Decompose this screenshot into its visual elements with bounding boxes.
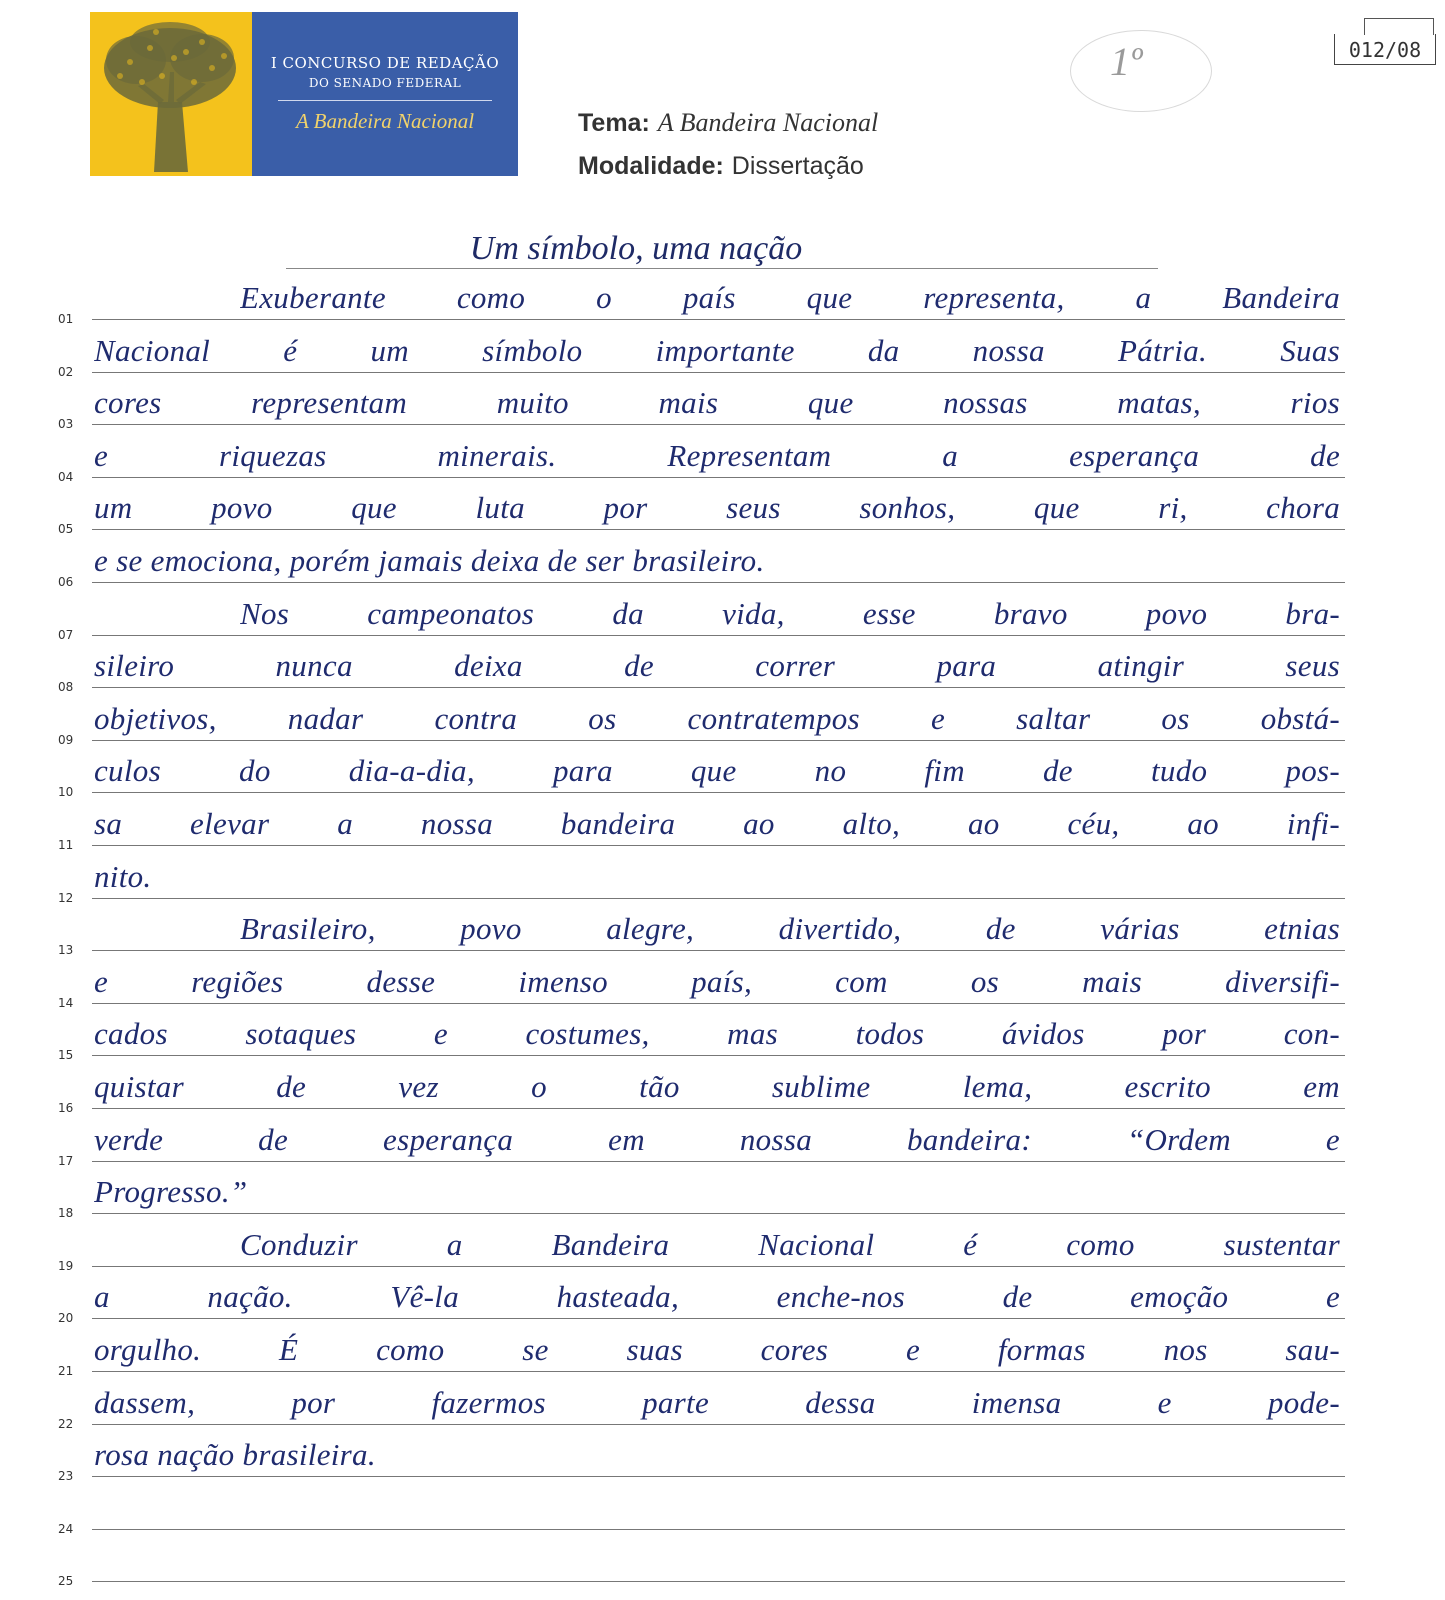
line-number: 11 [58,838,74,852]
line-text: Exuberante como o país que representa, a Bandeira [240,280,1340,315]
modalidade-label: Modalidade: [578,152,724,180]
essay-line [50,531,1350,589]
essay-line [50,689,1350,747]
contest-banner [90,12,518,176]
essay-line [50,1530,1350,1589]
line-number: 14 [58,995,74,1010]
essay-line [50,847,1350,905]
line-number: 20 [58,1311,74,1326]
line-text: e regiões desse imenso país, com os mais diversifi- [94,963,1340,999]
line-number: 13 [58,943,74,958]
pencil-mark: 1º [1110,39,1143,84]
essay-line [50,1110,1350,1168]
page-number-frame [1364,18,1434,35]
line-rule [92,1581,1345,1582]
essay-line [50,584,1350,642]
line-number: 15 [58,1048,74,1063]
essay-line [50,741,1350,800]
essay-line [50,1162,1350,1221]
line-text: Nos campeonatos da vida, esse bravo povo bra- [240,595,1340,631]
line-text: orgulho. É como se suas cores e formas nos sau- [94,1332,1340,1367]
line-text: rosa nação brasileira. [94,1437,376,1473]
essay-line [50,321,1350,379]
essay-line [50,1057,1350,1115]
tree-logo [90,12,252,176]
essay-line [50,1320,1350,1378]
essay-line [50,794,1350,852]
line-text: quistar de vez o tão sublime lema, escrito em [94,1069,1340,1104]
banner-line2: DO SENADO FEDERAL [308,76,462,90]
essay-line [50,426,1350,484]
essay-line [50,1478,1350,1536]
essay-line [50,373,1350,432]
line-number: 04 [58,469,74,484]
line-text: verde de esperança em nossa bandeira: “Ordem e [94,1121,1340,1157]
line-number: 08 [58,680,74,695]
line-text: sileiro nunca deixa de correr para atingir seus [94,648,1340,684]
essay-line [50,1267,1350,1326]
essay-line [50,899,1350,958]
line-number: 02 [58,364,74,379]
line-number: 24 [58,1521,74,1536]
essay-line [50,1425,1350,1484]
line-number: 01 [58,312,74,326]
banner-line1: I CONCURSO DE REDAÇÃO [270,54,500,72]
line-text: Brasileiro, povo alegre, divertido, de várias etnias [240,911,1340,947]
line-text: Conduzir a Bandeira Nacional é como sustentar [240,1226,1340,1262]
modalidade-value: Dissertação [731,152,864,180]
line-text: culos do dia-a-dia, para que no fim de tudo pos- [94,753,1340,789]
essay-line [50,952,1350,1010]
line-number: 09 [58,732,74,747]
essay-line [50,1004,1350,1063]
tema-row [578,108,878,138]
essay-title: Um símbolo, uma nação [469,230,803,267]
line-text: dassem, por fazermos parte dessa imensa e pode- [94,1384,1340,1420]
tree-icon [90,12,252,176]
line-number: 06 [58,575,74,589]
line-number: 12 [58,890,74,905]
line-number: 07 [58,627,74,642]
line-number: 23 [58,1469,74,1484]
line-text: e riquezas minerais. Representam a esperança de [94,437,1340,473]
modalidade-row [578,151,864,181]
banner-text [252,12,518,176]
essay-line [50,1373,1350,1431]
line-text: Nacional é um símbolo importante da nossa Pátria. Suas [94,332,1340,368]
line-number: 03 [58,417,74,432]
essay-line [50,478,1350,537]
line-text: um povo que luta por seus sonhos, que ri, chora [94,490,1340,526]
line-text: objetivos, nadar contra os contratempos e saltar os obstá- [94,700,1340,736]
line-text: a nação. Vê-la hasteada, enche-nos de emoção e [94,1279,1340,1315]
banner-theme: A Bandeira Nacional [295,109,475,133]
line-text: e se emociona, porém jamais deixa de ser brasileiro. [94,543,765,578]
essay-line [50,636,1350,695]
line-text: Progresso.” [94,1174,248,1210]
line-number: 25 [58,1574,74,1589]
banner-divider [278,100,492,101]
tema-value: A Bandeira Nacional [657,108,879,137]
line-text: cores representam muito mais que nossas matas, rios [94,385,1340,421]
page-number: 012/08 [1334,34,1436,65]
line-number: 10 [58,785,74,800]
essay-line [50,268,1350,326]
line-text: nito. [94,858,152,894]
line-number: 21 [58,1364,74,1378]
line-number: 16 [58,1101,74,1115]
line-text: sa elevar a nossa bandeira ao alto, ao céu, ao infi- [94,806,1340,841]
line-text: cados sotaques e costumes, mas todos ávidos por con- [94,1016,1340,1052]
line-number: 18 [58,1206,74,1221]
line-number: 19 [58,1258,74,1273]
essay-line [50,1215,1350,1273]
line-number: 05 [58,522,74,537]
line-number: 22 [58,1416,74,1431]
tema-label: Tema: [578,109,650,137]
line-number: 17 [58,1153,74,1168]
